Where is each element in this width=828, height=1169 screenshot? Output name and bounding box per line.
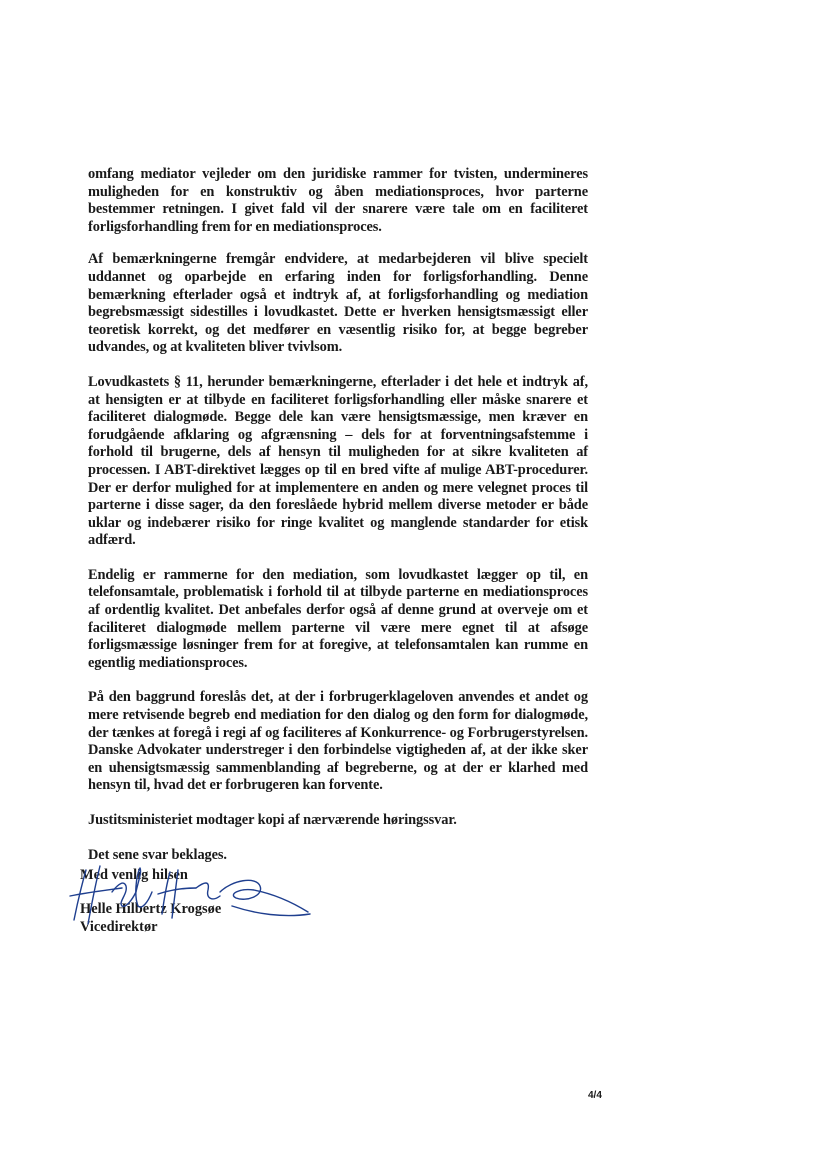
letter-body: [88, 166, 588, 879]
signoff-title: Vicedirektør: [80, 919, 158, 935]
paragraph-2: Af bemærkningerne fremgår endvidere, at medarbejderen vil blive specielt uddannet og oparbejde en erfaring inden for forligsforhandling. Denne bemærkning efterlader også et indtryk af, at forligsforhandling og mediation begrebsmæssigt sidestilles i lovudkastet. Dette er hverken hensigtsmæssigt eller teoretisk korrekt, og det medfører en væsentlig risiko for, at begge begreber udvandes, og at kvaliteten bliver tvivlsom.: [88, 251, 588, 356]
paragraph-7: Det sene svar beklages.: [88, 846, 227, 863]
signoff-name: Helle Hilbertz Krogsøe: [80, 901, 222, 917]
paragraph-5: På den baggrund foreslås det, at der i forbrugerklageloven anvendes et andet og mere retvisende begreb end mediation for den dialog og den form for dialogmøde, der tænkes at foregå i regi af og faciliteres af Konkurrence- og Forbrugerstyrelsen. Danske Advokater understreger i den forbindelse vigtigheden af, at der ikke sker en uhensigtsmæssig sammenblanding af begreberne, og at der er klarhed med hensyn til, hvad det er forbrugeren kan forvente.: [88, 689, 588, 794]
signoff-greeting: Med venlig hilsen: [80, 867, 188, 883]
handwritten-signature: [60, 862, 320, 932]
paragraph-6: Justitsministeriet modtager kopi af nærværende høringssvar.: [88, 812, 457, 828]
paragraph-4: Endelig er rammerne for den mediation, som lovudkastet lægger op til, en telefonsamtale, problematisk i forhold til at tilbyde parterne en mediationsproces af ordentlig kvalitet. Det anbefales derfor også af denne grund at overveje om et faciliteret dialogmøde mellem parterne vil være mere egnet til at afsøge forligsmæssige løsninger frem for at foregive, at telefonsamtalen kan rumme en egentlig mediationsproces.: [88, 566, 588, 671]
page-number: 4/4: [588, 1090, 602, 1101]
paragraph-3: Lovudkastets § 11, herunder bemærkningerne, efterlader i det hele et indtryk af, at hensigten er at tilbyde en faciliteret forligsforhandling eller måske snarere et faciliteret dialogmøde. Begge dele kan være hensigtsmæssige, men kræver en forudgående afklaring og afgrænsning – dels for at forventningsafstemme i forhold til brugerne, dels af hensyn til muligheden for at sikre kvaliteten af processen. I ABT-direktivet lægges op til en bred vifte af mulige ABT-procedurer. Der er derfor mulighed for at implementere en anden og mere velegnet proces til parterne i disse sager, da den foreslåede hybrid mellem diverse metoder er både uklar og indebærer risiko for ringe kvalitet og manglende standarder for etisk adfærd.: [88, 373, 588, 549]
paragraph-1: omfang mediator vejleder om den juridiske rammer for tvisten, undermineres muligheden for en konstruktiv og åben mediationsproces, hvor parterne bestemmer retningen. I givet fald vil der snarere være tale om en faciliteret forligsforhandling frem for en mediationsproces.: [88, 166, 588, 235]
